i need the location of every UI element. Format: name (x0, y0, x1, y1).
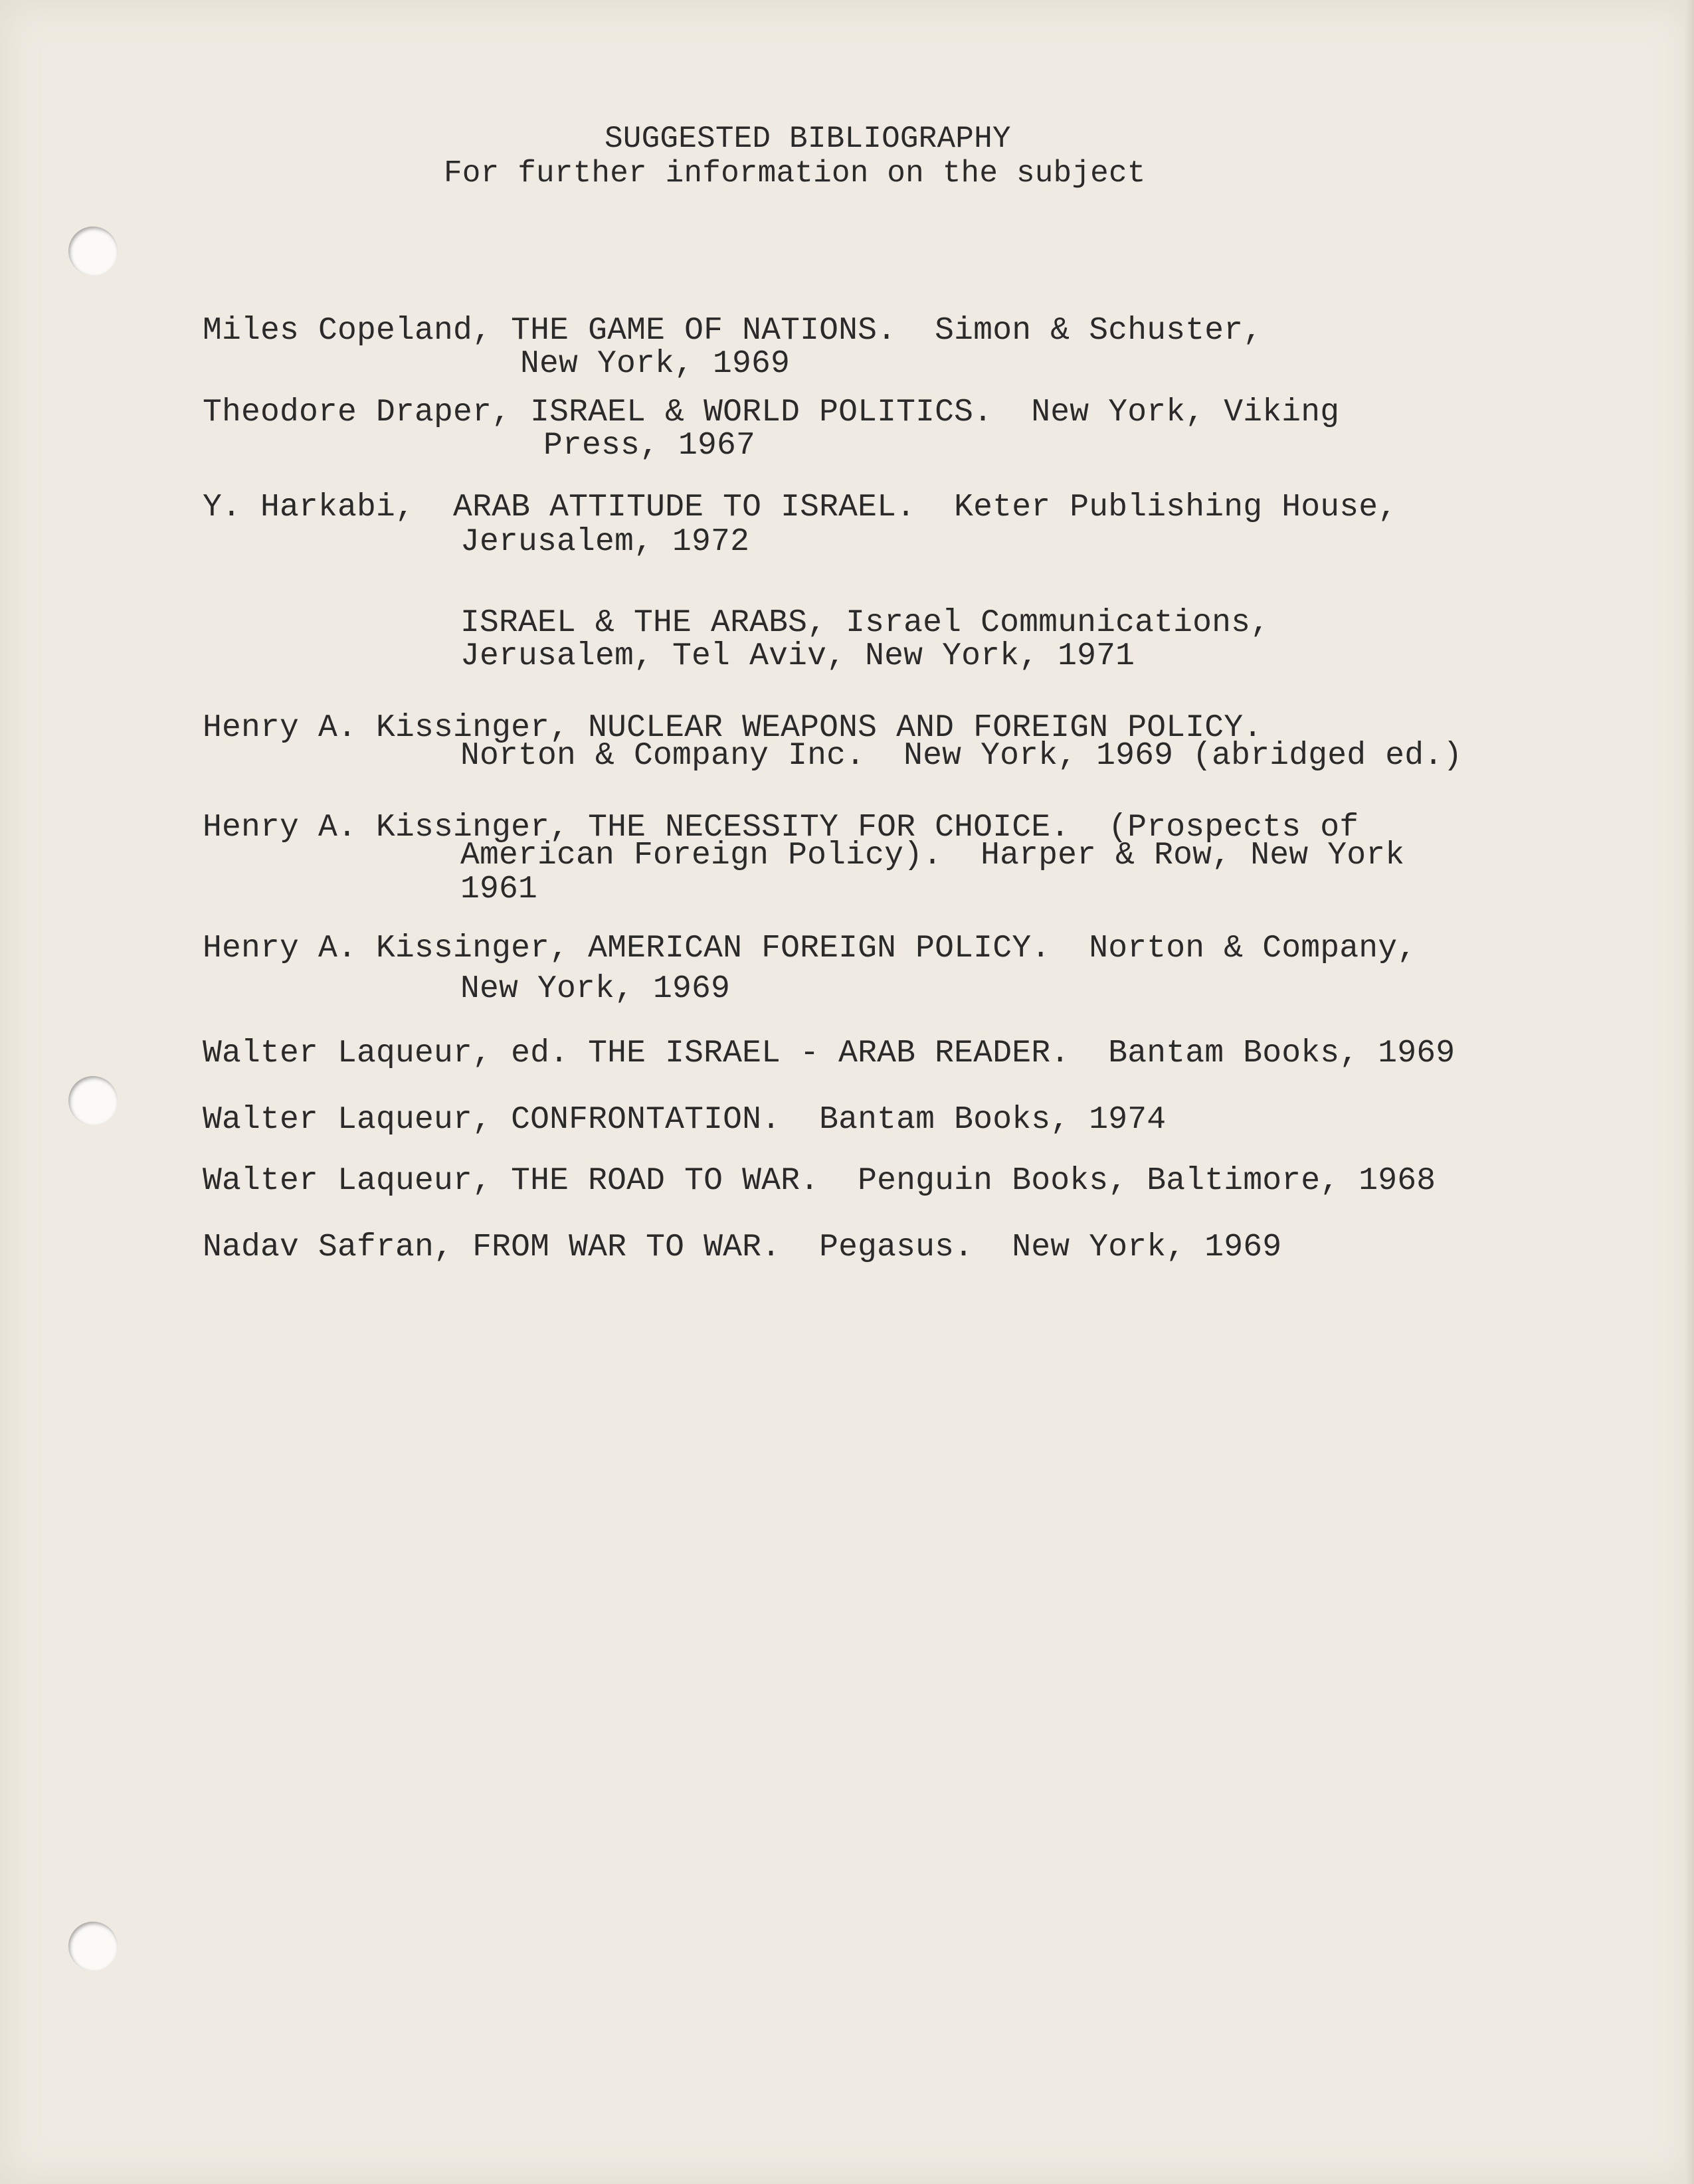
bibliography-entry-line: ISRAEL & THE ARABS, Israel Communications, (460, 605, 1270, 641)
bibliography-entry-line: Y. Harkabi, ARAB ATTITUDE TO ISRAEL. Keter Publishing House, (203, 490, 1398, 525)
paper-edge (1685, 0, 1694, 2184)
bibliography-entry-line: American Foreign Policy). Harper & Row, New York (460, 838, 1405, 873)
bibliography-entry-line: Henry A. Kissinger, THE NECESSITY FOR CHOICE. (Prospects of (203, 810, 1359, 846)
bibliography-entry-line: Walter Laqueur, THE ROAD TO WAR. Penguin Books, Baltimore, 1968 (203, 1163, 1436, 1199)
bibliography-entry-line: New York, 1969 (460, 971, 731, 1007)
bibliography-entry-line: Jerusalem, 1972 (460, 524, 750, 560)
bibliography-entry-line: Nadav Safran, FROM WAR TO WAR. Pegasus. New York, 1969 (203, 1229, 1282, 1265)
punch-hole-middle (68, 1076, 118, 1125)
punch-hole-bottom (68, 1922, 118, 1971)
punch-hole-top (68, 227, 118, 276)
bibliography-entry-line: Henry A. Kissinger, NUCLEAR WEAPONS AND FOREIGN POLICY. (203, 710, 1263, 746)
bibliography-entry-line: Jerusalem, Tel Aviv, New York, 1971 (460, 638, 1135, 674)
bibliography-entry-line: Norton & Company Inc. New York, 1969 (abridged ed.) (460, 738, 1463, 774)
bibliography-entry-line: Walter Laqueur, CONFRONTATION. Bantam Books, 1974 (203, 1102, 1167, 1138)
bibliography-entry-line: Henry A. Kissinger, AMERICAN FOREIGN POLICY. Norton & Company, (203, 931, 1417, 966)
bibliography-entry-line: Miles Copeland, THE GAME OF NATIONS. Simon & Schuster, (203, 313, 1263, 349)
bibliography-entry-line: Walter Laqueur, ed. THE ISRAEL - ARAB READER. Bantam Books, 1969 (203, 1036, 1456, 1071)
page-subtitle: For further information on the subject (444, 156, 1146, 191)
bibliography-entry-line: Theodore Draper, ISRAEL & WORLD POLITICS. New York, Viking (203, 395, 1340, 430)
bibliography-entry-line: Press, 1967 (543, 428, 756, 464)
page-title: SUGGESTED BIBLIOGRAPHY (605, 122, 1011, 156)
bibliography-entry-line: New York, 1969 (520, 346, 791, 382)
bibliography-entry-line: 1961 (460, 871, 538, 907)
